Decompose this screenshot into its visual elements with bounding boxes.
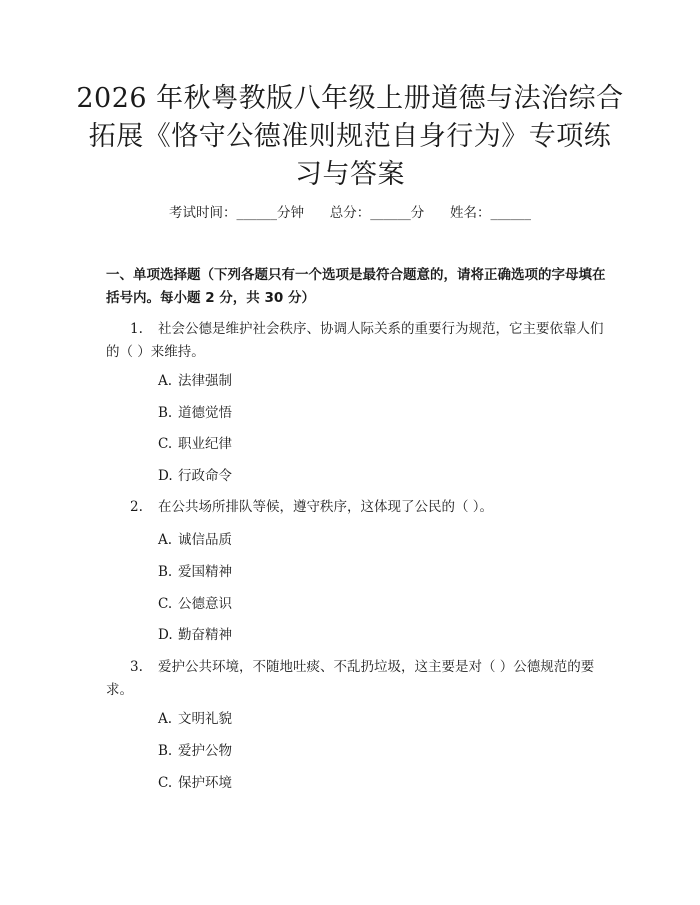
option-letter: B. xyxy=(158,743,173,759)
option-text: 勤奋精神 xyxy=(178,627,232,643)
option-2d xyxy=(158,625,232,645)
option-1d xyxy=(158,466,232,486)
option-letter: C. xyxy=(158,596,173,612)
option-3b xyxy=(158,741,232,761)
document-title xyxy=(60,80,640,194)
exam-info-line: 考试时间：______分钟 总分：______分 姓名：______ xyxy=(169,205,531,221)
option-text: 保护环境 xyxy=(178,775,232,791)
question-2 xyxy=(106,496,606,519)
option-text: 职业纪律 xyxy=(178,436,232,452)
option-text: 公德意识 xyxy=(178,596,232,612)
option-text: 道德觉悟 xyxy=(178,405,232,421)
option-1c xyxy=(158,434,232,454)
option-2a xyxy=(158,530,232,550)
title-line-1: 2026 年秋粤教版八年级上册道德与法治综合 xyxy=(76,83,624,114)
option-letter: A. xyxy=(158,532,173,548)
option-letter: D. xyxy=(158,468,173,484)
option-2b xyxy=(158,562,232,582)
option-letter: C. xyxy=(158,775,173,791)
option-letter: D. xyxy=(158,627,173,643)
title-line-2: 拓展《恪守公德准则规范自身行为》专项练 xyxy=(88,121,612,152)
question-text: 爱护公共环境，不随地吐痰、不乱扔垃圾，这主要是对（ ）公德规范的要求。 xyxy=(106,659,595,698)
question-3 xyxy=(106,656,606,702)
option-letter: A. xyxy=(158,711,173,727)
option-text: 行政命令 xyxy=(178,468,232,484)
question-number: 3. xyxy=(130,659,143,675)
option-letter: C. xyxy=(158,436,173,452)
option-letter: A. xyxy=(158,373,173,389)
option-text: 法律强制 xyxy=(178,373,232,389)
question-text: 社会公德是维护社会秩序、协调人际关系的重要行为规范，它主要依靠人们的（ ）来维持。 xyxy=(106,321,604,360)
option-letter: B. xyxy=(158,564,173,580)
option-text: 爱国精神 xyxy=(178,564,232,580)
section-heading: 一、单项选择题（下列各题只有一个选项是最符合题意的，请将正确选项的字母填在括号内。每小题 2 分，共 30 分） xyxy=(106,267,606,306)
option-text: 爱护公物 xyxy=(178,743,232,759)
option-1a xyxy=(158,371,232,391)
question-number: 2. xyxy=(130,499,143,515)
option-text: 文明礼貌 xyxy=(178,711,232,727)
option-3c xyxy=(158,773,232,793)
option-2c xyxy=(158,594,232,614)
option-1b xyxy=(158,403,232,423)
option-3a xyxy=(158,709,232,729)
question-number: 1. xyxy=(130,321,143,337)
question-text: 在公共场所排队等候，遵守秩序，这体现了公民的（ ）。 xyxy=(158,499,494,515)
option-letter: B. xyxy=(158,405,173,421)
title-line-3: 习与答案 xyxy=(295,159,405,190)
question-1 xyxy=(106,318,606,364)
option-text: 诚信品质 xyxy=(178,532,232,548)
